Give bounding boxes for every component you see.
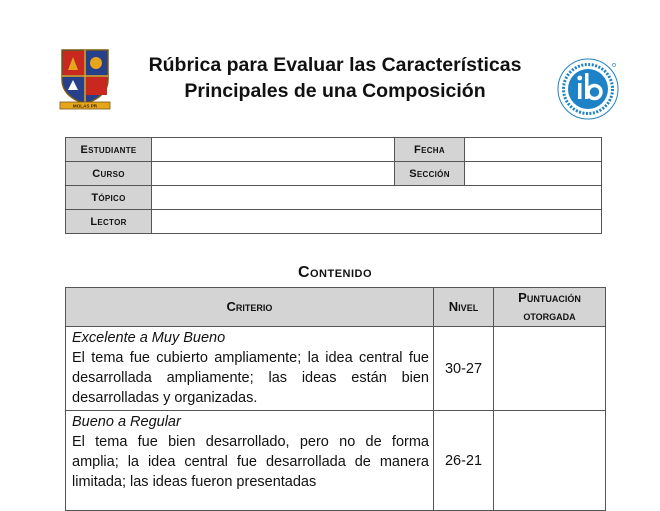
date-label: Fecha	[395, 138, 465, 162]
criterion-level-name: Bueno a Regular	[72, 414, 181, 430]
criterion-cell	[66, 327, 434, 411]
student-label: Estudiante	[66, 138, 152, 162]
criterion-header: Criterio	[66, 288, 434, 327]
ib-logo	[556, 57, 620, 121]
score-cell[interactable]	[494, 327, 606, 411]
topic-row	[66, 186, 602, 210]
level-range: 30-27	[434, 327, 494, 411]
reader-row	[66, 210, 602, 234]
reader-field[interactable]	[152, 210, 602, 234]
criterion-description: El tema fue cubierto ampliamente; la idea central fue desarrollada ampliamente; las ideas están bien desarrolladas y organizadas.	[72, 350, 429, 406]
section-title: Contenido	[297, 264, 373, 281]
table-row	[66, 411, 606, 511]
crest-caption: MOLAS PR	[72, 103, 98, 109]
reader-label: Lector	[66, 210, 152, 234]
student-field[interactable]	[152, 138, 395, 162]
level-header: Nivel	[434, 288, 494, 327]
course-field[interactable]	[152, 162, 395, 186]
student-info-table	[65, 137, 602, 234]
course-row	[66, 162, 602, 186]
table-row	[66, 327, 606, 411]
level-range: 26-21	[434, 411, 494, 511]
criterion-cell	[66, 411, 434, 511]
date-field[interactable]	[465, 138, 602, 162]
school-crest-logo	[58, 46, 112, 110]
section-label: Sección	[395, 162, 465, 186]
criterion-description: El tema fue bien desarrollado, pero no de forma amplia; la idea central fue desarrollada de manera limitada; las ideas fueron presentadas	[72, 434, 429, 490]
page-title	[110, 52, 560, 104]
topic-field[interactable]	[152, 186, 602, 210]
criteria-header-row	[66, 288, 606, 327]
criterion-level-name: Excelente a Muy Bueno	[72, 330, 226, 346]
title-line-1: Rúbrica para Evaluar las Características	[148, 54, 522, 76]
title-line-2: Principales de una Composición	[184, 80, 486, 102]
topic-label: Tópico	[66, 186, 152, 210]
student-row	[66, 138, 602, 162]
course-label: Curso	[66, 162, 152, 186]
criteria-table	[65, 287, 606, 511]
score-header: Puntuación otorgada	[494, 288, 606, 327]
score-cell[interactable]	[494, 411, 606, 511]
section-field[interactable]	[465, 162, 602, 186]
